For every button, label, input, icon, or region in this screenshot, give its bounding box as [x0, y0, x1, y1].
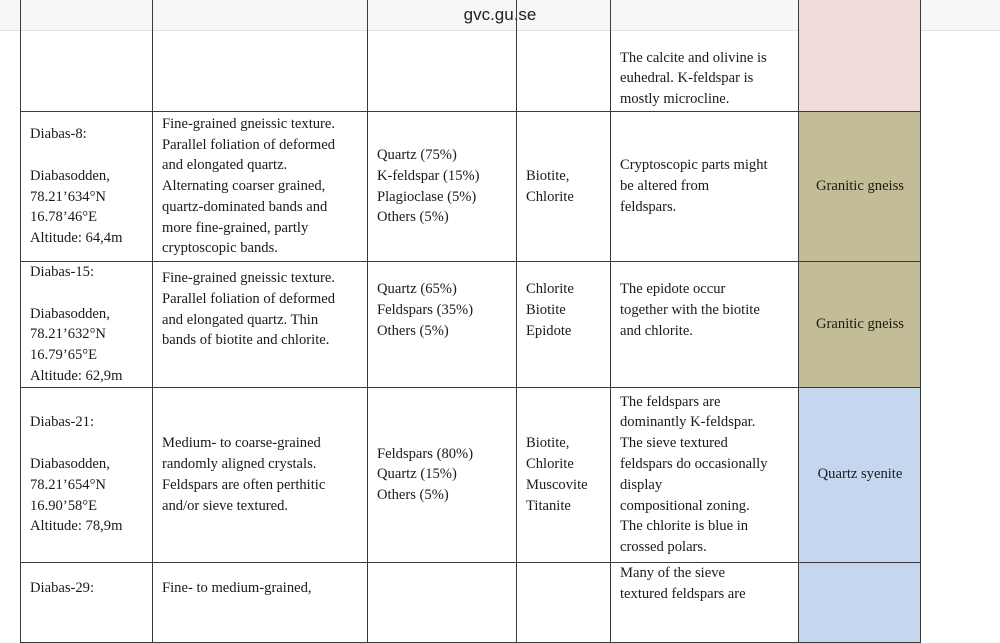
mineral-line: Others (5%)	[377, 209, 449, 226]
mineral-line: Quartz (65%)	[377, 281, 457, 297]
accessory-line: Biotite	[526, 301, 566, 318]
sample-latitude: 78.21’634°N	[30, 188, 106, 205]
sample-longitude: 16.78’46°E	[30, 209, 98, 226]
classification-text: Granitic gneiss	[816, 178, 904, 195]
accessory-line: Muscovite	[526, 476, 588, 493]
classification-cell	[799, 562, 921, 642]
texture-line: Fine-grained gneissic texture.	[162, 270, 336, 286]
accessory-minerals-cell	[517, 387, 611, 562]
table-row	[21, 387, 921, 562]
texture-cell	[153, 0, 368, 112]
main-minerals-cell	[368, 262, 517, 388]
mineral-line: Others (5%)	[377, 487, 449, 504]
comment-line: feldspars.	[620, 198, 677, 215]
mineral-line: Quartz (75%)	[377, 146, 457, 163]
texture-line: Parallel foliation of deformed	[162, 136, 336, 153]
sample-id: Diabas-21:	[30, 414, 95, 431]
sample-cell	[21, 387, 153, 562]
accessory-minerals-cell	[517, 0, 611, 112]
texture-line: bands of biotite and chlorite.	[162, 332, 330, 349]
texture-cell	[153, 387, 368, 562]
comment-cell	[611, 112, 799, 262]
texture-line: more fine-grained, partly	[162, 219, 309, 236]
sample-id: Diabas-29:	[30, 579, 95, 596]
comment-line: The chlorite is blue in	[620, 518, 749, 535]
texture-cell	[153, 112, 368, 262]
main-minerals-cell	[368, 562, 517, 642]
sample-latitude: 78.21’632°N	[30, 326, 106, 343]
main-minerals-cell	[368, 0, 517, 112]
comment-cell	[611, 562, 799, 642]
comment-line: and chlorite.	[620, 322, 693, 339]
texture-line: Feldspars are often perthitic	[162, 476, 326, 493]
classification-text: Granitic gneiss	[816, 315, 904, 332]
mineral-line: K-feldspar (15%)	[377, 167, 480, 184]
sample-location: Diabasodden,	[30, 455, 110, 472]
texture-line: quartz-dominated bands and	[162, 198, 328, 215]
mineral-line: Feldspars (35%)	[377, 301, 474, 318]
comment-line: feldspars do occasionally	[620, 455, 768, 472]
sample-latitude: 78.21’654°N	[30, 476, 106, 493]
accessory-minerals-cell	[517, 262, 611, 388]
table-row	[21, 562, 921, 642]
url-text[interactable]: gvc.gu.se	[463, 5, 537, 24]
comment-line: display	[620, 476, 663, 493]
sample-longitude: 16.79’65°E	[30, 347, 98, 364]
main-minerals-cell	[368, 112, 517, 262]
texture-line: Parallel foliation of deformed	[162, 290, 336, 307]
texture-line: and elongated quartz.	[162, 157, 288, 174]
sample-cell	[21, 112, 153, 262]
comment-line: together with the biotite	[620, 301, 760, 318]
comment-line: compositional zoning.	[620, 497, 750, 514]
comment-line: Cryptoscopic parts might	[620, 157, 768, 174]
table-row	[21, 112, 921, 262]
comment-line: dominantly K-feldspar.	[620, 414, 756, 431]
sample-location: Diabasodden,	[30, 305, 110, 322]
classification-text: Quartz syenite	[817, 466, 903, 483]
comment-line: be altered from	[620, 178, 710, 195]
comment-line: The epidote occur	[620, 281, 726, 297]
texture-line: cryptoscopic bands.	[162, 240, 278, 257]
accessory-line: Chlorite	[526, 188, 574, 205]
sample-altitude: Altitude: 64,4m	[30, 230, 123, 247]
classification-cell	[799, 387, 921, 562]
sample-cell	[21, 0, 153, 112]
sample-altitude: Altitude: 78,9m	[30, 518, 123, 535]
accessory-line: Biotite,	[526, 435, 570, 452]
texture-line: and/or sieve textured.	[162, 497, 289, 514]
sample-id: Diabas-15:	[30, 264, 95, 280]
accessory-line: Chlorite	[526, 281, 574, 297]
comment-cell	[611, 387, 799, 562]
main-minerals-cell	[368, 387, 517, 562]
comment-line: Many of the sieve	[620, 564, 725, 581]
sample-id: Diabas-8:	[30, 126, 87, 143]
mineral-line: Feldspars (80%)	[377, 445, 474, 462]
classification-cell	[799, 0, 921, 112]
sample-location: Diabasodden,	[30, 167, 110, 184]
comment-line: mostly microcline.	[620, 91, 730, 108]
rock-description-table	[20, 0, 921, 643]
table-row	[21, 262, 921, 388]
table-row	[21, 0, 921, 112]
texture-line: randomly aligned crystals.	[162, 455, 317, 472]
accessory-minerals-cell	[517, 112, 611, 262]
texture-line: and elongated quartz. Thin	[162, 311, 319, 328]
mineral-line: Quartz (15%)	[377, 466, 457, 483]
comment-line: The sieve textured	[620, 435, 728, 452]
comment-line: crossed polars.	[620, 539, 707, 556]
comment-cell	[611, 0, 799, 112]
accessory-line: Titanite	[526, 497, 571, 514]
comment-cell	[611, 262, 799, 388]
texture-line: Fine- to medium-grained,	[162, 579, 312, 596]
texture-line: Medium- to coarse-grained	[162, 435, 321, 452]
sample-longitude: 16.90’58°E	[30, 497, 98, 514]
classification-cell	[799, 112, 921, 262]
comment-line: euhedral. K-feldspar is	[620, 70, 754, 87]
texture-cell	[153, 562, 368, 642]
texture-line: Alternating coarser grained,	[162, 178, 326, 195]
sample-altitude: Altitude: 62,9m	[30, 367, 123, 384]
texture-cell	[153, 262, 368, 388]
comment-line: The feldspars are	[620, 393, 721, 410]
mineral-line: Others (5%)	[377, 322, 449, 339]
mineral-line: Plagioclase (5%)	[377, 188, 477, 205]
sample-cell	[21, 562, 153, 642]
accessory-minerals-cell	[517, 562, 611, 642]
classification-cell	[799, 262, 921, 388]
accessory-line: Epidote	[526, 322, 572, 339]
sample-cell	[21, 262, 153, 388]
page-content	[0, 31, 1000, 602]
comment-line: The calcite and olivine is	[620, 49, 767, 66]
accessory-line: Biotite,	[526, 167, 570, 184]
comment-line: textured feldspars are	[620, 585, 746, 602]
accessory-line: Chlorite	[526, 455, 574, 472]
texture-line: Fine-grained gneissic texture.	[162, 115, 336, 132]
